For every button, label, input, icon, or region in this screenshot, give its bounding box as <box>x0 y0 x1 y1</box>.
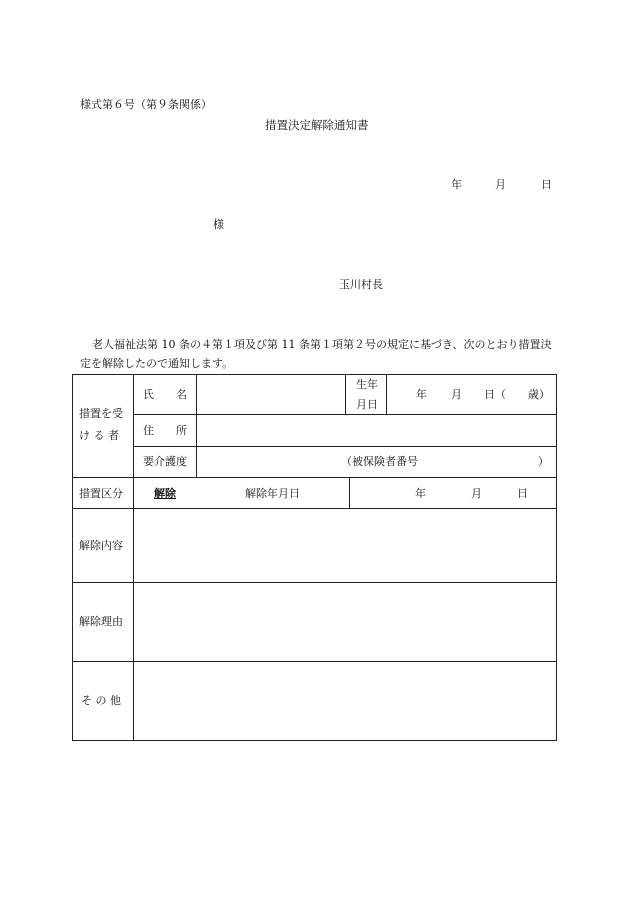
table-rule <box>133 414 557 415</box>
table-rule <box>345 374 346 414</box>
table-border-top <box>72 374 557 375</box>
birth-year: 年 <box>416 388 427 401</box>
table-rule <box>386 374 387 414</box>
date-month: 月 <box>495 178 506 191</box>
name-value-field[interactable] <box>198 376 343 412</box>
birth-label: 生年 <box>356 378 378 391</box>
table-rule <box>196 374 197 477</box>
reason-value-field[interactable] <box>135 584 554 659</box>
recipient-label: け る 者 <box>79 429 119 442</box>
insured-number-label: （被保険者番号 <box>341 455 418 468</box>
form-number: 様式第６号（第９条関係） <box>80 98 212 111</box>
document-title: 措置決定解除通知書 <box>265 118 369 132</box>
date-day: 日 <box>541 178 552 191</box>
birth-month: 月 <box>451 388 462 401</box>
other-label: そ の 他 <box>81 694 121 707</box>
reason-label: 解除理由 <box>79 615 123 628</box>
recipient-label: 措置を受 <box>79 407 123 420</box>
address-value-field[interactable] <box>198 416 554 444</box>
date-year: 年 <box>451 178 462 191</box>
body-text-line2: 定を解除したので通知します。 <box>80 357 234 370</box>
cancel-date-label: 解除年月日 <box>245 487 300 500</box>
body-text-line1: 老人福祉法第 10 条の４第１項及び第 11 条第１項第２号の規定に基づき、次のとおり措置決 <box>92 338 552 351</box>
birth-label: 月日 <box>356 398 378 411</box>
table-rule <box>72 661 557 662</box>
table-border-bottom <box>72 740 557 741</box>
table-border-right <box>556 374 557 740</box>
other-value-field[interactable] <box>135 663 554 738</box>
name-label: 氏 名 <box>143 388 187 401</box>
table-rule <box>72 508 557 509</box>
insured-number-close: ） <box>538 455 549 468</box>
content-value-field[interactable] <box>135 510 554 580</box>
table-border-left <box>72 374 73 740</box>
table-rule <box>133 374 134 740</box>
table-rule <box>349 477 350 508</box>
age-label: 歳） <box>528 388 550 401</box>
table-rule <box>72 477 557 478</box>
addressee-suffix: 様 <box>213 218 224 231</box>
category-label: 措置区分 <box>79 487 123 500</box>
table-rule <box>133 446 557 447</box>
table-rule <box>72 582 557 583</box>
issuer: 玉川村長 <box>339 278 383 291</box>
cancel-month: 月 <box>471 487 482 500</box>
cancel-day: 日 <box>517 487 528 500</box>
category-value: 解除 <box>154 487 176 500</box>
cancel-year: 年 <box>415 487 426 500</box>
birth-day: 日（ <box>484 388 506 401</box>
address-label: 住 所 <box>143 424 187 437</box>
care-level-label: 要介護度 <box>143 455 187 468</box>
content-label: 解除内容 <box>79 539 123 552</box>
